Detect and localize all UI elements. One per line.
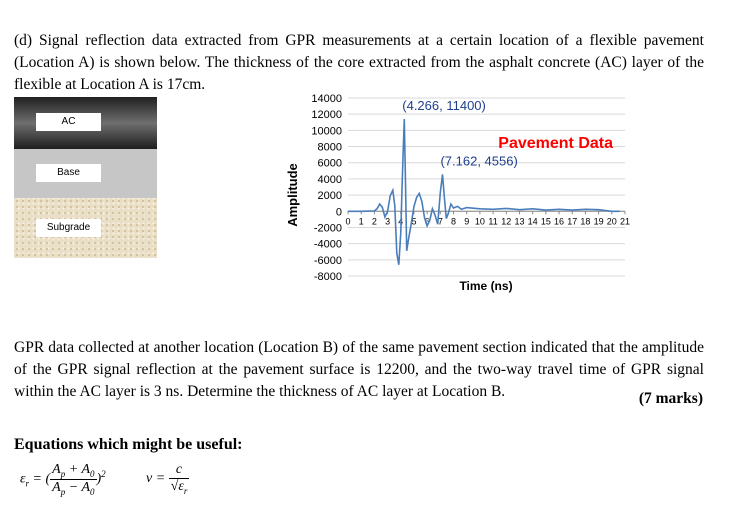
fraction-denominator — [50, 480, 96, 497]
y-tick-label: 0 — [335, 206, 342, 219]
eps-symbol-2: ε — [178, 479, 184, 494]
paren-close: ) — [96, 471, 102, 487]
minus-sign: − — [68, 479, 79, 495]
velocity-fraction — [169, 462, 190, 496]
velocity-denominator — [169, 479, 190, 496]
x-tick-label: 20 — [606, 216, 617, 227]
x-tick-label: 13 — [514, 216, 525, 227]
ap-sub-den: p — [60, 486, 66, 497]
y-axis-label: Amplitude — [285, 163, 300, 227]
x-tick-label: 1 — [358, 216, 364, 227]
squared-exponent: 2 — [101, 468, 106, 479]
x-tick-label: 10 — [474, 216, 485, 227]
v-symbol: v — [146, 471, 153, 487]
y-tick-label: 12000 — [311, 109, 342, 122]
y-tick-label: -8000 — [313, 271, 342, 283]
x-tick-label: 16 — [554, 216, 565, 227]
x-tick-label: 12 — [501, 216, 512, 227]
x-tick-label: 3 — [385, 216, 391, 227]
marks-label: (7 marks) — [638, 390, 703, 407]
ap-sub-num: p — [60, 468, 66, 479]
y-tick-label: -6000 — [313, 254, 342, 267]
x-tick-labels — [345, 211, 630, 226]
sqrt-symbol: √ — [170, 479, 179, 494]
equation-permittivity — [20, 462, 106, 497]
x-tick-label: 2 — [371, 216, 377, 227]
x-tick-label: 9 — [464, 216, 470, 227]
a0-symbol-den: A — [81, 479, 90, 495]
y-tick-label: -4000 — [313, 238, 342, 251]
layer-subgrade — [14, 198, 157, 258]
chart-annotations — [402, 98, 518, 168]
layer-base-label: Base — [36, 164, 101, 182]
y-tick-label: 8000 — [317, 141, 342, 154]
equals-sign-2: = — [155, 471, 166, 487]
a0-sub-den: 0 — [90, 486, 95, 497]
question-part-b-text: GPR data collected at another location (Location B) of the same pavement section indicated that the amplitude of the GPR signal reflection at the pavement surface is 12200, and the two-way travel time of GPR signal within the AC layer is 3 ns. Determine the thickness of AC layer at Location B. — [14, 338, 704, 400]
layer-ac — [14, 97, 157, 149]
equation-velocity — [146, 462, 189, 496]
equals-sign-1: = — [32, 471, 42, 487]
gpr-chart — [280, 90, 635, 300]
x-tick-label: 21 — [619, 216, 631, 227]
layer-subgrade-label: Subgrade — [36, 219, 101, 237]
chart-grid — [348, 98, 625, 276]
question-part-a-text: (d) Signal reflection data extracted from GPR measurements at a certain location of a flexible pavement (Location A) is shown below. The thickness of the core extracted from the asphalt concrete (AC) layer of the flexible at Location A is 17cm. — [14, 31, 704, 93]
y-tick-labels — [311, 93, 342, 283]
x-tick-label: 5 — [411, 216, 417, 227]
eps-subscript-2: r — [183, 485, 188, 496]
x-tick-label: 15 — [540, 216, 551, 227]
y-tick-label: 14000 — [311, 93, 342, 105]
eps-symbol: ε — [20, 471, 26, 487]
chart-title: Pavement Data — [498, 135, 613, 152]
x-tick-label: 6 — [424, 216, 430, 227]
x-tick-label: 0 — [345, 216, 351, 227]
sqrt-radicand — [178, 478, 187, 494]
a0-sub-num: 0 — [90, 468, 95, 479]
x-tick-label: 8 — [451, 216, 457, 227]
ap-symbol-den: A — [52, 479, 61, 495]
x-tick-label: 7 — [437, 216, 443, 227]
y-tick-label: 10000 — [311, 125, 342, 138]
data-label: (7.162, 4556) — [440, 153, 518, 169]
plus-sign: + — [68, 462, 79, 477]
layer-ac-label: AC — [36, 113, 101, 131]
equations-title: Equations which might be useful: — [14, 436, 243, 453]
ap-symbol-num: A — [52, 462, 61, 477]
data-label: (4.266, 11400) — [402, 98, 486, 114]
y-tick-label: 2000 — [317, 190, 342, 203]
y-tick-label: 6000 — [317, 157, 342, 170]
eps-subscript: r — [25, 478, 30, 489]
x-tick-label: 11 — [488, 216, 498, 227]
y-tick-label: 4000 — [317, 173, 342, 186]
layer-base — [14, 149, 157, 198]
fraction-numerator — [50, 462, 96, 480]
x-tick-label: 17 — [567, 216, 578, 227]
paren-open: ( — [45, 471, 51, 487]
x-tick-label: 18 — [580, 216, 591, 227]
amplitude-fraction — [50, 462, 96, 497]
velocity-numerator: c — [169, 462, 190, 479]
x-tick-label: 4 — [398, 216, 404, 227]
a0-symbol-num: A — [81, 462, 90, 477]
y-tick-label: -2000 — [313, 222, 342, 235]
x-axis-label: Time (ns) — [459, 279, 513, 293]
x-tick-label: 14 — [527, 216, 538, 227]
x-tick-label: 19 — [593, 216, 604, 227]
